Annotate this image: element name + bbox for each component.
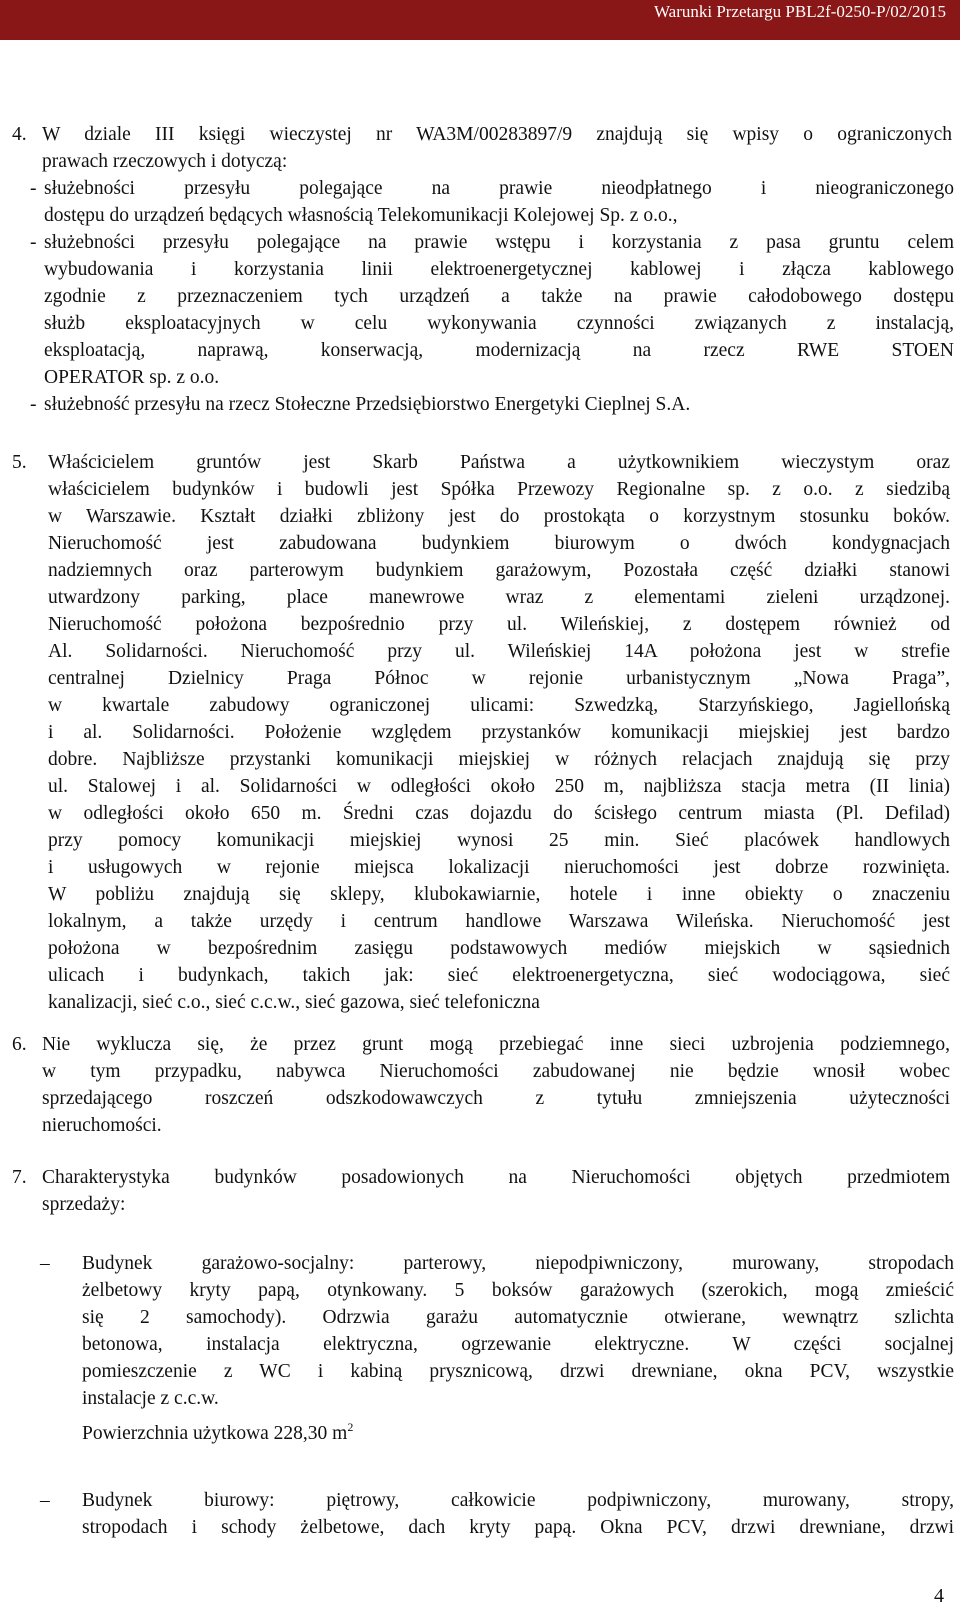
section-6-body bbox=[42, 1031, 950, 1139]
section-5-line: W pobliżu znajdują się sklepy, klubokawiarnie, hotele i inne obiekty o znaczeniu bbox=[48, 884, 950, 905]
section-5-line: w Warszawie. Kształt działki zbliżony jest do prostokąta o korzystnym stosunku boków. bbox=[48, 506, 950, 527]
bullet-dash: - bbox=[30, 178, 37, 199]
section-6-line: sprzedającego roszczeń odszkodowawczych z tytułu zmniejszenia użyteczności bbox=[42, 1088, 950, 1109]
section-5-line: Al. Solidarności. Nieruchomość przy ul. Wileńskiej 14A położona jest w strefie bbox=[48, 641, 950, 662]
section-5-body bbox=[48, 449, 950, 1016]
section-6-line: w tym przypadku, nabywca Nieruchomości zabudowanej nie będzie wnosił wobec bbox=[42, 1061, 950, 1082]
bullet-2-line-4: służb eksploatacyjnych w celu wykonywania czynności związanych z instalacją, bbox=[44, 313, 954, 334]
bullet-2-line-6: OPERATOR sp. z o.o. bbox=[44, 367, 220, 388]
bullet-1-line-1: służebności przesyłu polegające na prawie nieodpłatnego i nieograniczonego bbox=[44, 178, 954, 199]
section-5-line: i al. Solidarności. Położenie względem przystanków komunikacji miejskiej jest bardzo bbox=[48, 722, 950, 743]
building-1-line: Budynek garażowo-socjalny: parterowy, niepodpiwniczony, murowany, stropodach bbox=[82, 1253, 954, 1274]
bullet-dash: - bbox=[30, 232, 37, 253]
section-4-line-1: W dziale III księgi wieczystej nr WA3M/00283897/9 znajdują się wpisy o ograniczonych bbox=[42, 124, 952, 145]
section-5-line: utwardzony parking, place manewrowe wraz z elementami zieleni urządzonej. bbox=[48, 587, 950, 608]
bullet-dash: - bbox=[30, 394, 37, 415]
area-unit-superscript: 2 bbox=[347, 1420, 354, 1434]
header-bar bbox=[0, 0, 960, 40]
section-7-line-1: Charakterystyka budynków posadowionych na Nieruchomości objętych przedmiotem bbox=[42, 1167, 950, 1188]
section-7-number: 7. bbox=[12, 1167, 27, 1188]
section-5-line: Nieruchomość jest zabudowana budynkiem biurowym o dwóch kondygnacjach bbox=[48, 533, 950, 554]
section-6-line: nieruchomości. bbox=[42, 1115, 162, 1136]
document-title: Warunki Przetargu PBL2f-0250-P/02/2015 bbox=[653, 2, 946, 21]
section-5-line: przy pomocy komunikacji miejskiej wynosi 25 min. Sieć placówek handlowych bbox=[48, 830, 950, 851]
bullet-2-line-5: eksploatacją, naprawą, konserwacją, modernizacją na rzecz RWE STOEN bbox=[44, 340, 954, 361]
building-1-area bbox=[82, 1420, 954, 1447]
section-6-line: Nie wyklucza się, że przez grunt mogą przebiegać inne sieci uzbrojenia podziemnego, bbox=[42, 1034, 950, 1055]
section-5-line: nadziemnych oraz parterowym budynkiem garażowym, Pozostała część działki stanowi bbox=[48, 560, 950, 581]
section-5-line: ul. Stalowej i al. Solidarności w odległości około 250 m, najbliższa stacja metra (II linia) bbox=[48, 776, 950, 797]
section-5-line: w kwartale zabudowy ograniczonej ulicami: Szwedzką, Starzyńskiego, Jagiellońską bbox=[48, 695, 950, 716]
section-5-line: położona w bezpośrednim zasięgu podstawowych mediów miejskich w sąsiednich bbox=[48, 938, 950, 959]
bullet-body bbox=[82, 1250, 954, 1447]
section-5-line: i usługowych w rejonie miejsca lokalizacji nieruchomości jest dobrze rozwinięta. bbox=[48, 857, 950, 878]
section-5-line: Właścicielem gruntów jest Skarb Państwa a użytkownikiem wieczystym oraz bbox=[48, 452, 950, 473]
section-5-line: kanalizacji, sieć c.o., sieć c.c.w., sieć gazowa, sieć telefoniczna bbox=[48, 992, 540, 1013]
building-2-line: Budynek biurowy: piętrowy, całkowicie podpiwniczony, murowany, stropy, bbox=[82, 1490, 954, 1511]
bullet-3-line-1: służebność przesyłu na rzecz Stołeczne Przedsiębiorstwo Energetyki Cieplnej S.A. bbox=[44, 394, 691, 415]
building-1-line: betonowa, instalacja elektryczna, ogrzewanie elektryczne. W części socjalnej bbox=[82, 1334, 954, 1355]
section-5-line: w odległości około 650 m. Średni czas dojazdu do ścisłego centrum miasta (Pl. Defilad) bbox=[48, 803, 950, 824]
bullet-2-line-2: wybudowania i korzystania linii elektroenergetycznej kablowej i złącza kablowego bbox=[44, 259, 954, 280]
bullet-dash: – bbox=[40, 1253, 50, 1274]
section-5-line: Nieruchomość położona bezpośrednio przy ul. Wileńskiej, z dostępem również od bbox=[48, 614, 950, 635]
building-1-line: się 2 samochody). Odrzwia garażu automatycznie otwierane, wewnątrz szlichta bbox=[82, 1307, 954, 1328]
section-5-line: ulicach i budynkach, takich jak: sieć elektroenergetyczna, sieć wodociągowa, sieć bbox=[48, 965, 950, 986]
area-text: Powierzchnia użytkowa 228,30 m bbox=[82, 1423, 348, 1444]
section-7-line-2: sprzedaży: bbox=[42, 1194, 126, 1215]
bullet-dash: – bbox=[40, 1490, 50, 1511]
section-5-line: właścicielem budynków i budowli jest Spółka Przewozy Regionalne sp. z o.o. z siedzibą bbox=[48, 479, 950, 500]
page-number: 4 bbox=[934, 1585, 944, 1607]
building-2-line: stropodach i schody żelbetowe, dach kryty papą. Okna PCV, drzwi drewniane, drzwi bbox=[82, 1517, 954, 1538]
section-5-line: lokalnym, a także urzędy i centrum handlowe Warszawa Wileńska. Nieruchomość jest bbox=[48, 911, 950, 932]
bullet-2-line-1: służebności przesyłu polegające na prawie wstępu i korzystania z pasa gruntu celem bbox=[44, 232, 954, 253]
building-1-line: żelbetowy kryty papą, otynkowany. 5 boksów garażowych (szerokich, mogą zmieścić bbox=[82, 1280, 954, 1301]
building-1-line: instalacje z c.c.w. bbox=[82, 1388, 219, 1409]
bullet-2-line-3: zgodnie z przeznaczeniem tych urządzeń a także na prawie całodobowego dostępu bbox=[44, 286, 954, 307]
section-6-number: 6. bbox=[12, 1034, 27, 1055]
section-4-number: 4. bbox=[12, 124, 27, 145]
section-5-line: centralnej Dzielnicy Praga Północ w rejonie urbanistycznym „Nowa Praga”, bbox=[48, 668, 950, 689]
section-5-number: 5. bbox=[12, 452, 27, 473]
building-1-line: pomieszczenie z WC i kabiną prysznicową, drzwi drewniane, okna PCV, wszystkie bbox=[82, 1361, 954, 1382]
section-4-line-2: prawach rzeczowych i dotyczą: bbox=[42, 151, 288, 172]
section-5-line: dobre. Najbliższe przystanki komunikacji miejskiej w różnych relacjach znajdują się przy bbox=[48, 749, 950, 770]
bullet-body bbox=[82, 1487, 954, 1541]
bullet-1-line-2: dostępu do urządzeń będących własnością Telekomunikacji Kolejowej Sp. z o.o., bbox=[44, 205, 678, 226]
